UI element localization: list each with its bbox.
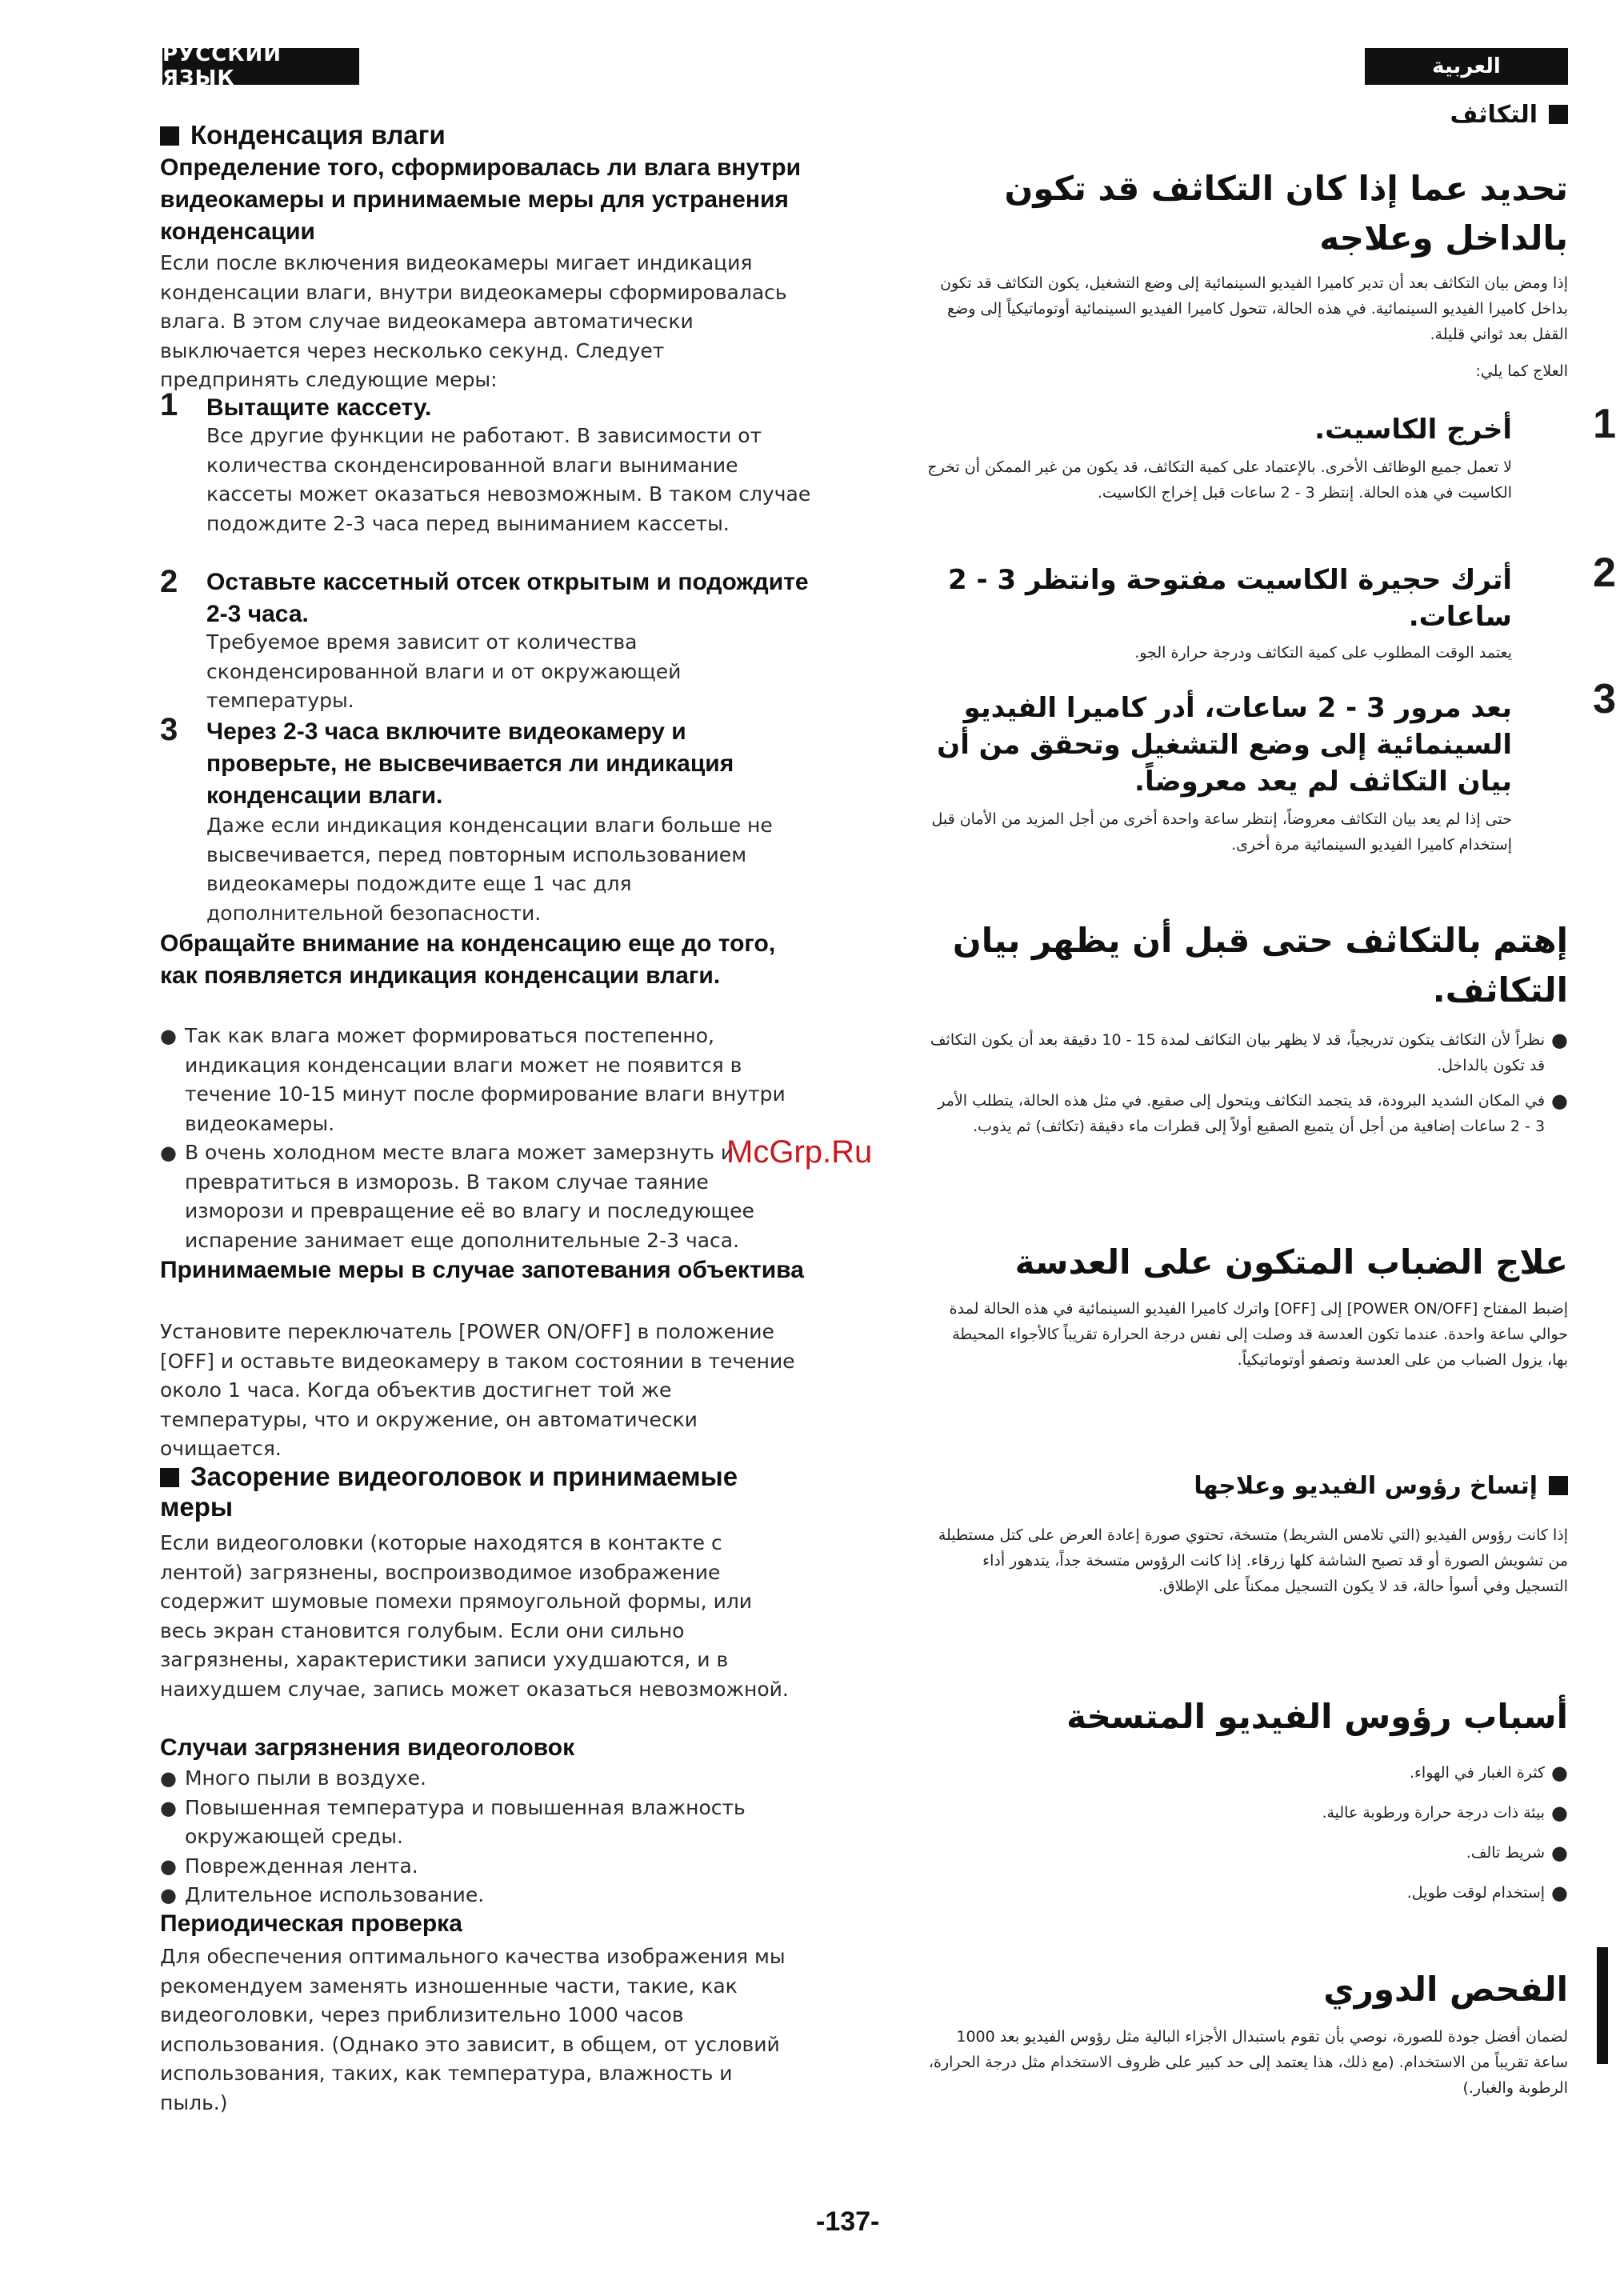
ru-step-1-number: 1 xyxy=(160,387,178,422)
square-bullet-icon xyxy=(160,1468,179,1487)
list-item xyxy=(160,1881,808,1910)
ar-attention-bullet-2: في المكان الشديد البرودة، قد يتجمد التكاثف ويتحول إلى صقيع. في مثل هذه الحالة، يتطلب الأمر 3 - 2 ساعات إضافية من أجل أن يتميع الصقيع أولاً إلى قطرات ماء دقيقة (تكاثف) ثم يذوب. xyxy=(938,1092,1546,1135)
square-bullet-icon xyxy=(160,126,179,146)
ru-step-1-text: Все другие функции не работают. В зависимости от количества сконденсированной влаги вынимание кассеты может оказаться невозможным. В таком случае подождите 2-3 часа перед выниманием кассеты. xyxy=(206,424,811,535)
ar-fog-text: إضبط المفتاح [POWER ON/OFF] إلى [OFF] واترك كاميرا الفيديو السينمائية في هذه الحالة لمدة حوالي ساعة واحدة. عندما تكون العدسة قد وصلت إلى نفس درجة الحرارة تقريباً كالأجواء المحيطة بها، يزول الضباب من على العدسة وتصفو أوتوماتيكياً. xyxy=(949,1300,1568,1369)
russian-language-tab: РУССКИЙ ЯЗЫК xyxy=(162,48,359,85)
ar-causes-list xyxy=(928,1760,1568,1906)
ar-step-2-number: 2 xyxy=(1593,550,1616,596)
arabic-language-tab: العربية xyxy=(1365,48,1568,85)
bullet-icon: ● xyxy=(1551,1029,1568,1051)
bullet-icon: ● xyxy=(160,1854,177,1878)
ar-sec1-title-text: التكاثف xyxy=(1450,101,1538,129)
ru-step-2-text: Требуемое время зависит от количества сконденсированной влаги и от окружающей температуры. xyxy=(206,630,682,712)
ar-step-3-title: بعد مرور 3 - 2 ساعات، أدر كاميرا الفيديو السينمائية إلى وضع التشغيل وتحقق من أن بيان التكاثف لم يعد معروضاً. xyxy=(937,692,1512,798)
ar-step-1-text: لا تعمل جميع الوظائف الأخرى. بالإعتماد على كمية التكاثف، قد يكون من غير الممكن أن تخرج الكاسيت في هذه الحالة. إنتظر 3 - 2 ساعات قبل إخراج الكاسيت. xyxy=(927,458,1512,502)
square-bullet-icon xyxy=(1549,1476,1568,1495)
page-edge-marker xyxy=(1597,1947,1608,2064)
ru-step-2-number: 2 xyxy=(160,564,178,599)
ar-step-1-number: 1 xyxy=(1593,401,1616,447)
ar-cause-4: إستخدام لوقت طويل. xyxy=(1406,1884,1546,1902)
ar-attention-title: إهتم بالتكاثف حتى قبل أن يظهر بيان التكاثف. xyxy=(952,921,1568,1010)
ar-step-2-title: أترك حجيرة الكاسيت مفتوحة وانتظر 3 - 2 ساعات. xyxy=(948,564,1512,633)
ru-section-heads-title xyxy=(160,1462,816,1522)
page-number: -137- xyxy=(816,2206,880,2237)
list-item xyxy=(160,1764,808,1794)
bullet-icon: ● xyxy=(1551,1090,1568,1112)
ar-attention-bullet-1: نظراً لأن التكاثف يتكون تدريجياً، قد لا يظهر بيان التكاثف لمدة 15 - 10 دقيقة بعد أن يكون التكاثف قد تكون بالداخل. xyxy=(930,1031,1546,1074)
ru-check-text: Для обеспечения оптимального качества изображения мы рекомендуем заменять изношенные части, такие, как видеоголовки, через приблизительно 1000 часов использования. (Однако это зависит, в общем, от условий использования, таких, как температура, влажность и пыль.) xyxy=(160,1945,786,2114)
ru-intro-paragraph: Если после включения видеокамеры мигает индикация конденсации влаги, внутри видеокамеры сформировалась влага. В этом случае видеокамера автоматически выключается через несколько секунд. Следует предпринять следующие меры: xyxy=(160,251,787,391)
list-item xyxy=(928,1760,1568,1786)
ru-cause-4: Длительное использование. xyxy=(184,1883,485,1906)
ar-step-3-text: حتى إذا لم يعد بيان التكاثف معروضاً، إنتظر ساعة واحدة أخرى من أجل المزيد من الأمان قبل إستخدام كاميرا الفيديو السينمائية مرة أخرى. xyxy=(931,810,1512,854)
list-item xyxy=(928,1800,1568,1826)
ru-cause-3: Поврежденная лента. xyxy=(184,1854,418,1878)
ar-check-title: الفحص الدوري xyxy=(1323,1970,1568,2009)
square-bullet-icon xyxy=(1549,105,1568,124)
ar-step-3-number: 3 xyxy=(1593,676,1616,722)
list-item xyxy=(160,1794,808,1852)
ru-attention-bullet-2: В очень холодном месте влага может замерзнуть и превратиться в изморозь. В таком случае таяние изморози и превращение её во влагу и последующее испарение занимает еще дополнительные 2-3 часа. xyxy=(184,1141,754,1252)
ru-attention-bullet-1: Так как влага может формироваться постепенно, индикация конденсации влаги может не появится в течение 10-15 минут после формирование влаги внутри видеокамеры. xyxy=(184,1024,786,1135)
bullet-icon: ● xyxy=(1551,1802,1568,1824)
ru-cause-2: Повышенная температура и повышенная влажность окружающей среды. xyxy=(184,1795,746,1848)
ru-step-3-text: Даже если индикация конденсации влаги больше не высвечивается, перед повторным использованием видеокамеры подождите еще 1 час для дополнительной безопасности. xyxy=(206,814,773,925)
ru-attention-list xyxy=(160,1022,808,1255)
ar-fog-title: علاج الضباب المتكون على العدسة xyxy=(1014,1242,1568,1282)
bullet-icon: ● xyxy=(160,1025,177,1047)
ru-sec1-title-text: Конденсация влаги xyxy=(190,120,446,150)
ru-causes-list xyxy=(160,1764,808,1910)
ru-section-condensation-title xyxy=(160,120,816,150)
list-item xyxy=(160,1022,808,1138)
ar-sec2-title-text: إتساخ رؤوس الفيديو وعلاجها xyxy=(1194,1472,1538,1500)
ru-step-3-number: 3 xyxy=(160,712,178,747)
bullet-icon: ● xyxy=(1551,1842,1568,1864)
ar-cause-2: بيئة ذات درجة حرارة ورطوبة عالية. xyxy=(1322,1804,1546,1822)
ar-intro-paragraph: إذا ومض بيان التكاثف بعد أن تدير كاميرا الفيديو السينمائية إلى وضع التشغيل، يكون التكاثف قد تكون بداخل كاميرا الفيديو السينمائية. في هذه الحالة، تتحول كاميرا الفيديو السينمائية أوتوماتيكياً إلى وضع القفل بعد ثواني قليلة. xyxy=(940,274,1568,343)
ar-attention-list xyxy=(928,1027,1568,1139)
list-item xyxy=(928,1880,1568,1906)
ru-heads-text: Если видеоголовки (которые находятся в контакте с лентой) загрязнены, воспроизводимое изображение содержит шумовые помехи прямоугольной формы, или весь экран становится голубым. Если они сильно загрязнены, характеристики записи ухудшаются, и в наихудшем случае, запись может оказаться невозможной. xyxy=(160,1531,789,1701)
ru-subtitle: Определение того, сформировалась ли влага внутри видеокамеры и принимаемые меры для устранения конденсации xyxy=(160,154,802,245)
bullet-icon: ● xyxy=(160,1142,177,1164)
bullet-icon: ● xyxy=(1551,1762,1568,1784)
ar-cause-1: كثرة الغبار في الهواء. xyxy=(1409,1764,1546,1782)
list-item xyxy=(160,1138,808,1255)
ar-intro-line: العلاج كما يلي: xyxy=(1475,362,1568,380)
ru-check-title: Периодическая проверка xyxy=(160,1910,462,1937)
ar-causes-title: أسباب رؤوس الفيديو المتسخة xyxy=(1066,1697,1568,1736)
ar-subtitle: تحديد عما إذا كان التكاثف قد تكون بالداخل وعلاجه xyxy=(1004,169,1568,258)
ar-section-heads-title xyxy=(920,1470,1568,1502)
watermark: McGrp.Ru xyxy=(726,1134,873,1170)
list-item xyxy=(928,1088,1568,1139)
ar-cause-3: شريط تالف. xyxy=(1466,1844,1546,1862)
bullet-icon: ● xyxy=(160,1796,177,1819)
ru-sec2-title-text: Засорение видеоголовок и принимаемые меры xyxy=(160,1462,738,1522)
ru-fog-title: Принимаемые меры в случае запотевания объектива xyxy=(160,1257,804,1283)
ar-step-1-title: أخرج الكاسيت. xyxy=(1314,414,1512,446)
bullet-icon: ● xyxy=(160,1884,177,1906)
ru-step-1-title: Вытащите кассету. xyxy=(206,394,432,421)
ru-cause-1: Много пыли в воздухе. xyxy=(184,1766,427,1790)
list-item xyxy=(928,1027,1568,1078)
ar-section-condensation-title xyxy=(920,99,1568,131)
ru-step-2-title: Оставьте кассетный отсек открытым и подождите 2-3 часа. xyxy=(206,569,809,627)
ru-attention-title: Обращайте внимание на конденсацию еще до того, как появляется индикация конденсации влаги. xyxy=(160,930,776,989)
ru-step-3-title: Через 2-3 часа включите видеокамеру и проверьте, не высвечивается ли индикация конденсации влаги. xyxy=(206,718,734,809)
ru-causes-title: Случаи загрязнения видеоголовок xyxy=(160,1734,575,1761)
ar-step-2-text: يعتمد الوقت المطلوب على كمية التكاثف ودرجة حرارة الجو. xyxy=(1134,644,1512,662)
bullet-icon: ● xyxy=(160,1767,177,1790)
list-item xyxy=(928,1840,1568,1866)
list-item xyxy=(160,1852,808,1882)
bullet-icon: ● xyxy=(1551,1882,1568,1904)
ru-fog-text: Установите переключатель [POWER ON/OFF] в положение [OFF] и оставьте видеокамеру в таком состоянии в течение около 1 часа. Когда объектив достигнет той же температуры, что и окружение, он автоматически очищается. xyxy=(160,1320,795,1460)
ar-heads-text: إذا كانت رؤوس الفيديو (التي تلامس الشريط) متسخة، تحتوي صورة إعادة العرض على كتل مستطيلة من تشويش الصورة أو قد تصبح الشاشة كلها زرقاء. إذا كانت الرؤوس متسخة جداً، يتدهور أداء التسجيل وفي أسوأ حالة، قد لا يكون التسجيل ممكناً على الإطلاق. xyxy=(938,1526,1568,1595)
ar-check-text: لضمان أفضل جودة للصورة، نوصي بأن تقوم باستبدال الأجزاء البالية مثل رؤوس الفيديو بعد 1000 ساعة تقريباً من الاستخدام. (مع ذلك، هذا يعتمد إلى حد كبير على ظروف الاستخدام مثل درجة الحرارة، الرطوبة والغبار.) xyxy=(928,2028,1568,2097)
